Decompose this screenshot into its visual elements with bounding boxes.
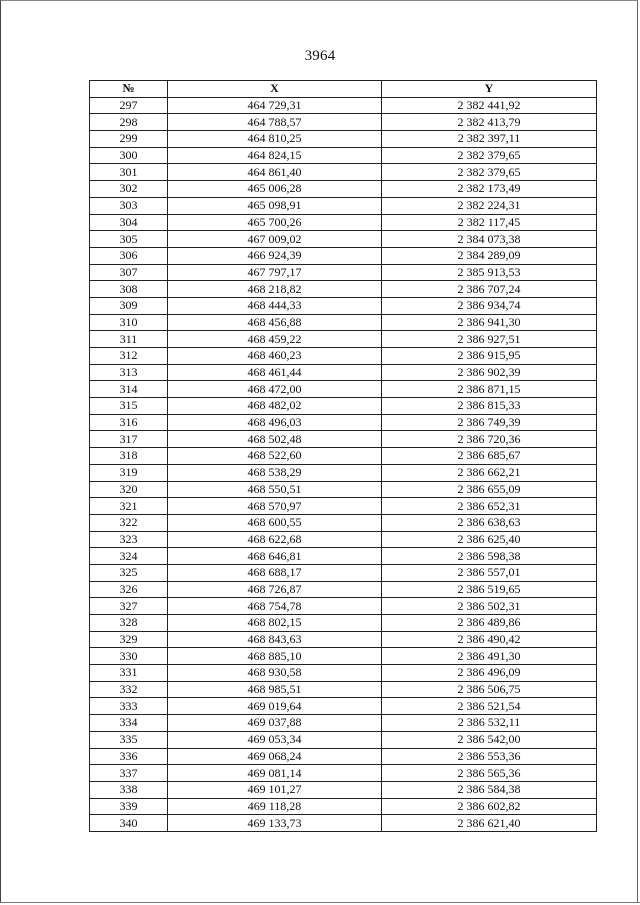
table-row: [90, 264, 597, 281]
table-row: [90, 615, 597, 632]
point-number-cell: 327: [90, 598, 168, 615]
x-coordinate-cell: 468 218,82: [168, 281, 382, 298]
table-row: [90, 448, 597, 465]
table-row: [90, 498, 597, 515]
table-row: [90, 164, 597, 181]
y-coordinate-cell: 2 386 553,36: [382, 748, 597, 765]
point-number-cell: 326: [90, 581, 168, 598]
point-number-cell: 317: [90, 431, 168, 448]
y-coordinate-cell: 2 386 915,95: [382, 348, 597, 365]
y-coordinate-cell: 2 382 379,65: [382, 164, 597, 181]
x-coordinate-cell: 469 068,24: [168, 748, 382, 765]
x-coordinate-cell: 468 482,02: [168, 398, 382, 415]
point-number-cell: 321: [90, 498, 168, 515]
point-number-cell: 315: [90, 398, 168, 415]
table-row: [90, 247, 597, 264]
y-coordinate-cell: 2 386 496,09: [382, 665, 597, 682]
point-number-cell: 312: [90, 348, 168, 365]
table-row: [90, 548, 597, 565]
y-coordinate-cell: 2 386 815,33: [382, 398, 597, 415]
table-row: [90, 281, 597, 298]
x-coordinate-cell: 468 985,51: [168, 681, 382, 698]
table-row: [90, 681, 597, 698]
point-number-cell: 318: [90, 448, 168, 465]
x-coordinate-cell: 469 081,14: [168, 765, 382, 782]
x-coordinate-cell: 468 600,55: [168, 514, 382, 531]
y-coordinate-cell: 2 386 720,36: [382, 431, 597, 448]
point-number-cell: 339: [90, 798, 168, 815]
point-number-cell: 331: [90, 665, 168, 682]
table-row: [90, 381, 597, 398]
table-row: [90, 114, 597, 131]
y-coordinate-cell: 2 382 441,92: [382, 97, 597, 114]
y-coordinate-cell: 2 385 913,53: [382, 264, 597, 281]
point-number-cell: 336: [90, 748, 168, 765]
table-row: [90, 147, 597, 164]
header-y: Y: [382, 81, 597, 98]
y-coordinate-cell: 2 386 502,31: [382, 598, 597, 615]
x-coordinate-cell: 469 019,64: [168, 698, 382, 715]
x-coordinate-cell: 468 726,87: [168, 581, 382, 598]
x-coordinate-cell: 468 461,44: [168, 364, 382, 381]
y-coordinate-cell: 2 382 173,49: [382, 181, 597, 198]
x-coordinate-cell: 467 797,17: [168, 264, 382, 281]
point-number-cell: 309: [90, 297, 168, 314]
x-coordinate-cell: 468 550,51: [168, 481, 382, 498]
y-coordinate-cell: 2 386 598,38: [382, 548, 597, 565]
y-coordinate-cell: 2 384 289,09: [382, 247, 597, 264]
x-coordinate-cell: 464 824,15: [168, 147, 382, 164]
y-coordinate-cell: 2 382 117,45: [382, 214, 597, 231]
x-coordinate-cell: 468 444,33: [168, 297, 382, 314]
y-coordinate-cell: 2 386 491,30: [382, 648, 597, 665]
point-number-cell: 323: [90, 531, 168, 548]
y-coordinate-cell: 2 386 490,42: [382, 631, 597, 648]
table-row: [90, 631, 597, 648]
y-coordinate-cell: 2 386 685,67: [382, 448, 597, 465]
table-row: [90, 731, 597, 748]
point-number-cell: 316: [90, 414, 168, 431]
y-coordinate-cell: 2 386 506,75: [382, 681, 597, 698]
point-number-cell: 304: [90, 214, 168, 231]
x-coordinate-cell: 464 729,31: [168, 97, 382, 114]
y-coordinate-cell: 2 386 707,24: [382, 281, 597, 298]
x-coordinate-cell: 468 459,22: [168, 331, 382, 348]
x-coordinate-cell: 468 646,81: [168, 548, 382, 565]
point-number-cell: 332: [90, 681, 168, 698]
table-row: [90, 815, 597, 832]
point-number-cell: 311: [90, 331, 168, 348]
y-coordinate-cell: 2 386 871,15: [382, 381, 597, 398]
page-bottom-edge: [0, 902, 640, 903]
x-coordinate-cell: 469 101,27: [168, 781, 382, 798]
x-coordinate-cell: 469 053,34: [168, 731, 382, 748]
x-coordinate-cell: 469 118,28: [168, 798, 382, 815]
table-row: [90, 181, 597, 198]
y-coordinate-cell: 2 386 557,01: [382, 564, 597, 581]
table-row: [90, 231, 597, 248]
table-row: [90, 564, 597, 581]
x-coordinate-cell: 468 538,29: [168, 464, 382, 481]
point-number-cell: 324: [90, 548, 168, 565]
y-coordinate-cell: 2 386 941,30: [382, 314, 597, 331]
y-coordinate-cell: 2 386 652,31: [382, 498, 597, 515]
y-coordinate-cell: 2 386 625,40: [382, 531, 597, 548]
point-number-cell: 314: [90, 381, 168, 398]
x-coordinate-cell: 468 472,00: [168, 381, 382, 398]
x-coordinate-cell: 468 456,88: [168, 314, 382, 331]
y-coordinate-cell: 2 386 565,36: [382, 765, 597, 782]
point-number-cell: 333: [90, 698, 168, 715]
point-number-cell: 307: [90, 264, 168, 281]
point-number-cell: 334: [90, 715, 168, 732]
y-coordinate-cell: 2 386 621,40: [382, 815, 597, 832]
table-row: [90, 798, 597, 815]
x-coordinate-cell: 468 885,10: [168, 648, 382, 665]
point-number-cell: 308: [90, 281, 168, 298]
table-row: [90, 331, 597, 348]
point-number-cell: 322: [90, 514, 168, 531]
table-row: [90, 414, 597, 431]
x-coordinate-cell: 468 570,97: [168, 498, 382, 515]
point-number-cell: 330: [90, 648, 168, 665]
y-coordinate-cell: 2 386 934,74: [382, 297, 597, 314]
table-row: [90, 748, 597, 765]
table-row: [90, 97, 597, 114]
y-coordinate-cell: 2 386 519,65: [382, 581, 597, 598]
y-coordinate-cell: 2 386 521,54: [382, 698, 597, 715]
x-coordinate-cell: 468 754,78: [168, 598, 382, 615]
table-row: [90, 781, 597, 798]
x-coordinate-cell: 464 810,25: [168, 131, 382, 148]
point-number-cell: 329: [90, 631, 168, 648]
table-row: [90, 348, 597, 365]
x-coordinate-cell: 468 522,60: [168, 448, 382, 465]
point-number-cell: 302: [90, 181, 168, 198]
y-coordinate-cell: 2 386 584,38: [382, 781, 597, 798]
table-row: [90, 698, 597, 715]
x-coordinate-cell: 468 502,48: [168, 431, 382, 448]
table-row: [90, 197, 597, 214]
table-row: [90, 131, 597, 148]
point-number-cell: 310: [90, 314, 168, 331]
x-coordinate-cell: 464 861,40: [168, 164, 382, 181]
x-coordinate-cell: 468 622,68: [168, 531, 382, 548]
point-number-cell: 299: [90, 131, 168, 148]
point-number-cell: 300: [90, 147, 168, 164]
point-number-cell: 303: [90, 197, 168, 214]
point-number-cell: 306: [90, 247, 168, 264]
table-row: [90, 314, 597, 331]
table-header-row: [90, 81, 597, 98]
point-number-cell: 313: [90, 364, 168, 381]
x-coordinate-cell: 468 496,03: [168, 414, 382, 431]
y-coordinate-cell: 2 386 902,39: [382, 364, 597, 381]
x-coordinate-cell: 469 037,88: [168, 715, 382, 732]
x-coordinate-cell: 468 843,63: [168, 631, 382, 648]
header-number: №: [90, 81, 168, 98]
point-number-cell: 337: [90, 765, 168, 782]
point-number-cell: 325: [90, 564, 168, 581]
table-body: [90, 97, 597, 831]
point-number-cell: 328: [90, 615, 168, 632]
y-coordinate-cell: 2 386 532,11: [382, 715, 597, 732]
table-row: [90, 531, 597, 548]
x-coordinate-cell: 468 802,15: [168, 615, 382, 632]
page-number: 3964: [304, 48, 336, 64]
table-row: [90, 581, 597, 598]
x-coordinate-cell: 466 924,39: [168, 247, 382, 264]
x-coordinate-cell: 464 788,57: [168, 114, 382, 131]
coordinates-table: [89, 80, 597, 832]
point-number-cell: 305: [90, 231, 168, 248]
y-coordinate-cell: 2 386 638,63: [382, 514, 597, 531]
x-coordinate-cell: 468 688,17: [168, 564, 382, 581]
x-coordinate-cell: 468 930,58: [168, 665, 382, 682]
point-number-cell: 320: [90, 481, 168, 498]
table-row: [90, 665, 597, 682]
y-coordinate-cell: 2 386 489,86: [382, 615, 597, 632]
x-coordinate-cell: 469 133,73: [168, 815, 382, 832]
table-row: [90, 364, 597, 381]
y-coordinate-cell: 2 386 542,00: [382, 731, 597, 748]
table-row: [90, 464, 597, 481]
y-coordinate-cell: 2 382 397,11: [382, 131, 597, 148]
y-coordinate-cell: 2 386 602,82: [382, 798, 597, 815]
table-row: [90, 214, 597, 231]
point-number-cell: 297: [90, 97, 168, 114]
table-row: [90, 398, 597, 415]
point-number-cell: 335: [90, 731, 168, 748]
x-coordinate-cell: 465 006,28: [168, 181, 382, 198]
header-x: X: [168, 81, 382, 98]
table-row: [90, 481, 597, 498]
table-row: [90, 431, 597, 448]
point-number-cell: 319: [90, 464, 168, 481]
point-number-cell: 298: [90, 114, 168, 131]
point-number-cell: 338: [90, 781, 168, 798]
x-coordinate-cell: 468 460,23: [168, 348, 382, 365]
x-coordinate-cell: 465 098,91: [168, 197, 382, 214]
x-coordinate-cell: 465 700,26: [168, 214, 382, 231]
table-row: [90, 297, 597, 314]
y-coordinate-cell: 2 382 413,79: [382, 114, 597, 131]
y-coordinate-cell: 2 382 224,31: [382, 197, 597, 214]
table-row: [90, 715, 597, 732]
y-coordinate-cell: 2 386 927,51: [382, 331, 597, 348]
point-number-cell: 340: [90, 815, 168, 832]
x-coordinate-cell: 467 009,02: [168, 231, 382, 248]
y-coordinate-cell: 2 382 379,65: [382, 147, 597, 164]
y-coordinate-cell: 2 386 749,39: [382, 414, 597, 431]
table-row: [90, 514, 597, 531]
y-coordinate-cell: 2 386 655,09: [382, 481, 597, 498]
point-number-cell: 301: [90, 164, 168, 181]
table-row: [90, 765, 597, 782]
y-coordinate-cell: 2 384 073,38: [382, 231, 597, 248]
table-row: [90, 648, 597, 665]
y-coordinate-cell: 2 386 662,21: [382, 464, 597, 481]
table-row: [90, 598, 597, 615]
